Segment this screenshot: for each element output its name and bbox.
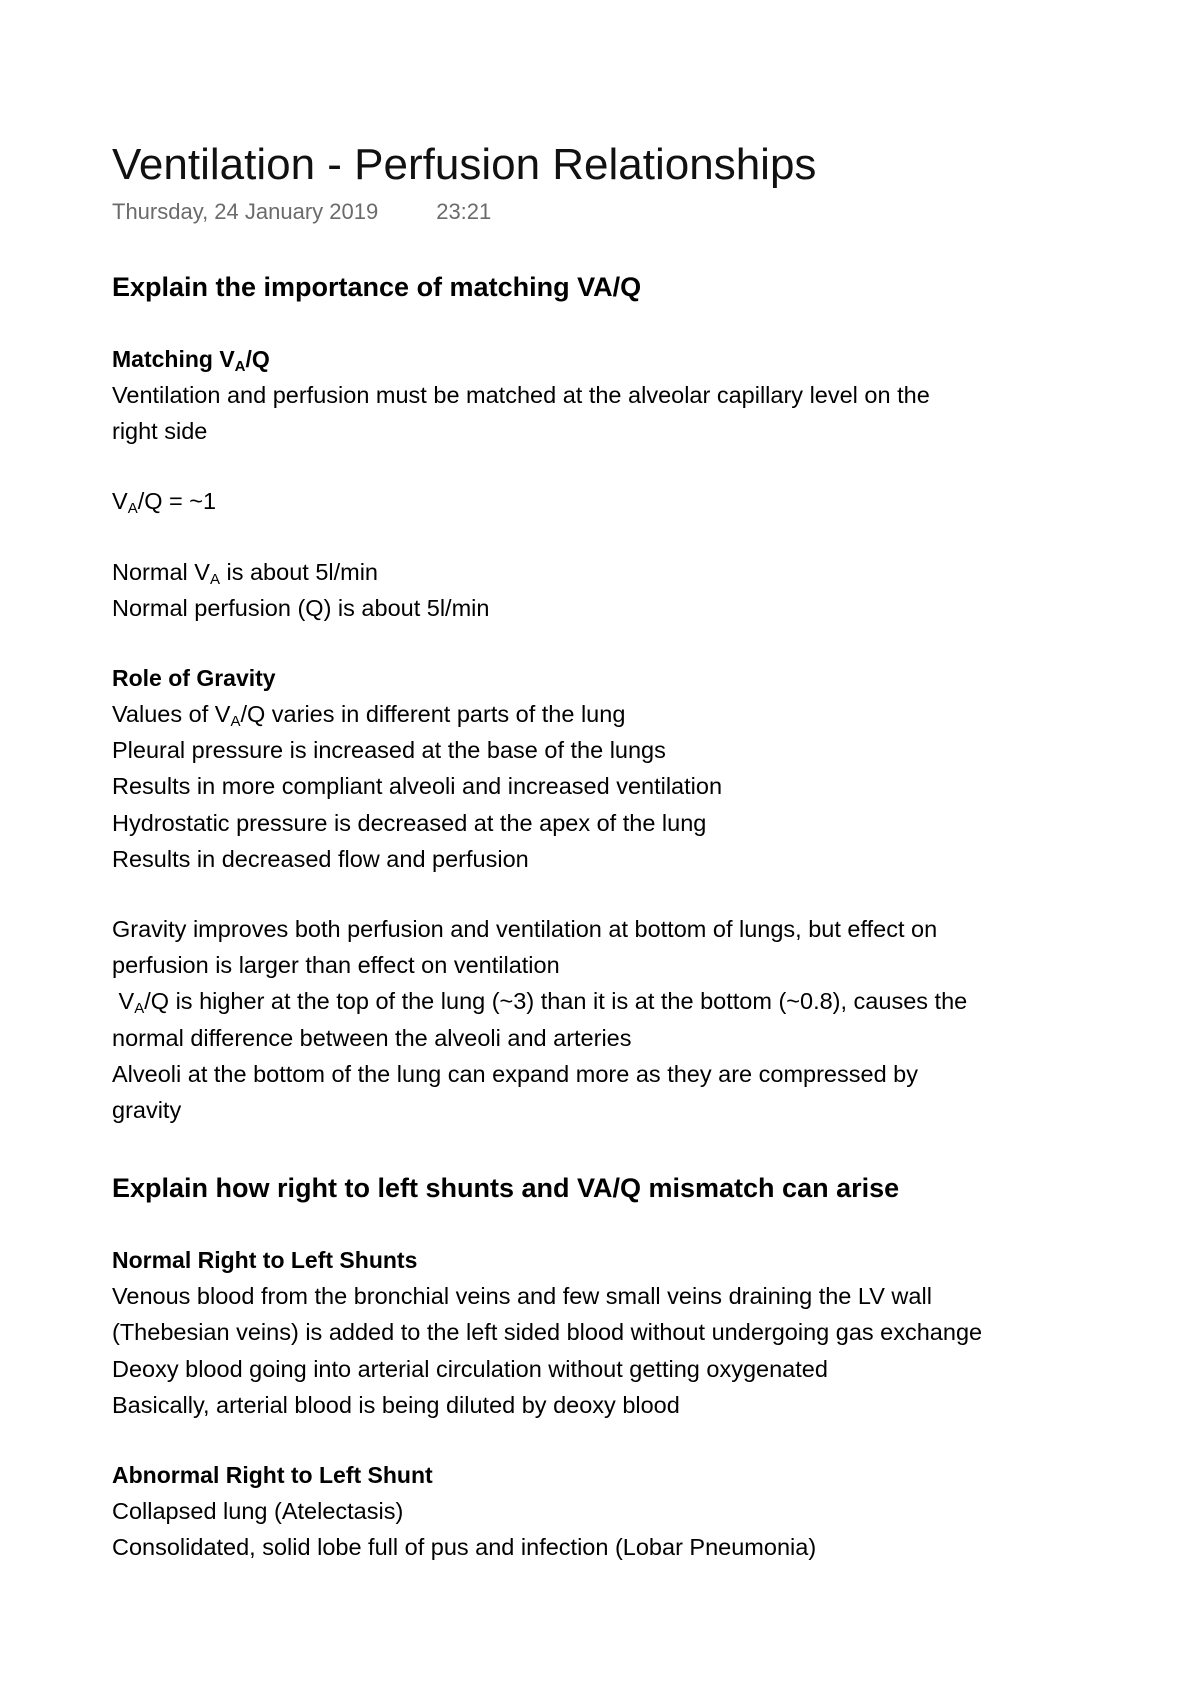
text-line: Results in decreased flow and perfusion (112, 845, 529, 872)
subheading-matching: Matching $V_A/Q$ (112, 346, 270, 375)
page-time: 23:21 (436, 199, 492, 224)
document-content (112, 135, 1152, 1565)
normal-values-block (112, 554, 1152, 626)
q-line: Normal perfusion (Q) is about 5l/min (112, 594, 490, 621)
text-line: Alveoli at the bottom of the lung can expand more as they are compressed by (112, 1060, 918, 1087)
section-heading-shunts: Explain how right to left shunts and VA/Q mismatch can arise (112, 1173, 900, 1204)
page-timestamp (112, 197, 1152, 227)
text-line: Ventilation and perfusion must be matched at the alveolar capillary level on the (112, 382, 930, 408)
text-line: Venous blood from the bronchial veins and few small veins draining the LV wall (112, 1283, 932, 1310)
text-line: Pleural pressure is increased at the base of the lungs (112, 737, 666, 764)
gravity-paragraph (112, 911, 1152, 1128)
text-line: Basically, arterial blood is being diluted by deoxy blood (112, 1391, 680, 1418)
text-line: Collapsed lung (Atelectasis) (112, 1498, 404, 1525)
subheading-gravity: Role of Gravity (112, 665, 276, 692)
text-line: $V_A/Q$ is higher at the top of the lung (~3) than it is at the bottom (~0.8), causes the (112, 988, 968, 1018)
abnormal-shunt-block (112, 1457, 1152, 1565)
text-line: perfusion is larger than effect on ventilation (112, 952, 560, 979)
matching-block (112, 341, 1152, 449)
text-line: (Thebesian veins) is added to the left sided blood without undergoing gas exchange (112, 1319, 983, 1346)
gravity-block (112, 660, 1152, 877)
va-line: Normal $V_A$ is about 5l/min (112, 558, 379, 588)
ratio-line: $V_A/Q$ = ~1 (112, 488, 217, 518)
text-line: Values of $V_A/Q$ varies in different parts of the lung (112, 701, 626, 731)
text-line: normal difference between the alveoli and arteries (112, 1024, 632, 1051)
text-line: Gravity improves both perfusion and ventilation at bottom of lungs, but effect on (112, 916, 938, 943)
text-line: Hydrostatic pressure is decreased at the apex of the lung (112, 809, 707, 836)
section-heading-matching: Explain the importance of matching VA/Q (112, 272, 642, 302)
text-line: right side (112, 418, 208, 445)
page-date: Thursday, 24 January 2019 (112, 199, 379, 224)
subheading-abnormal-shunt: Abnormal Right to Left Shunt (112, 1462, 433, 1489)
text-line: Results in more compliant alveoli and increased ventilation (112, 773, 723, 800)
text-line: gravity (112, 1097, 182, 1124)
text-line: Consolidated, solid lobe full of pus and infection (Lobar Pneumonia) (112, 1534, 817, 1561)
text-line: Deoxy blood going into arterial circulation without getting oxygenated (112, 1355, 828, 1382)
ratio-block (112, 483, 1152, 519)
normal-shunts-block (112, 1242, 1152, 1423)
subheading-normal-shunts: Normal Right to Left Shunts (112, 1247, 418, 1274)
page-title: Ventilation - Perfusion Relationships (112, 140, 817, 189)
